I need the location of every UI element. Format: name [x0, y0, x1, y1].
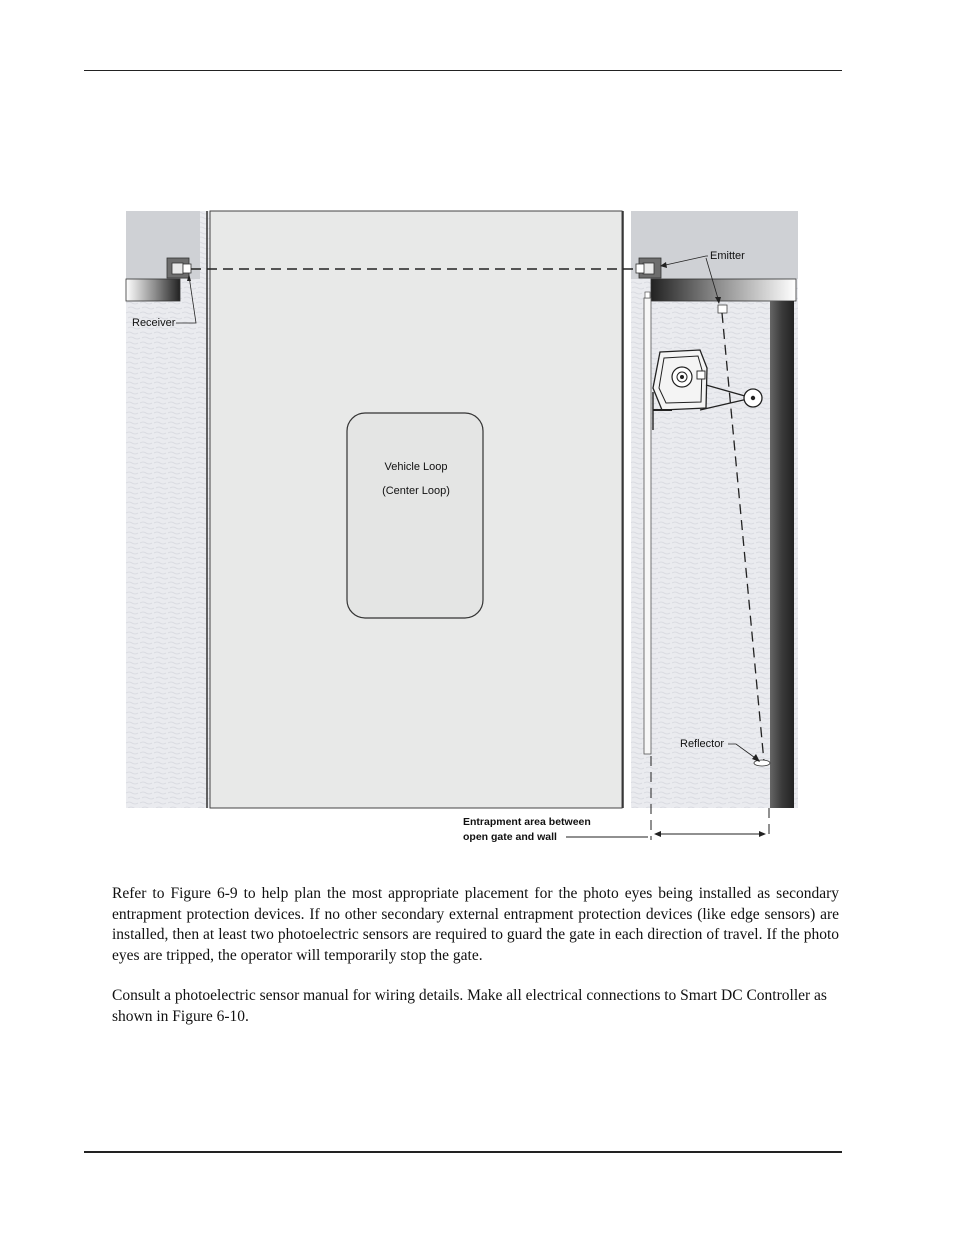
footer-rule	[84, 1151, 842, 1153]
vehicle-loop-label-1: Vehicle Loop	[384, 461, 448, 473]
receiver-sensor	[167, 258, 191, 278]
right-pillar	[651, 279, 796, 301]
reflector-label: Reflector	[680, 738, 725, 750]
left-pillar	[126, 279, 180, 301]
open-gate-panel	[644, 298, 651, 754]
emitter-sensor	[636, 258, 661, 278]
emitter-label: Emitter	[710, 250, 745, 262]
paragraph-wiring: Consult a photoelectric sensor manual for wiring details. Make all electrical connections to Smart DC Controller as shown in Figure 6-10.	[112, 987, 827, 1025]
entrapment-label-1: Entrapment area between	[463, 816, 591, 828]
receiver-label: Receiver	[132, 317, 176, 329]
entrapment-label-2: open gate and wall	[463, 831, 557, 843]
vehicle-loop-label-2: (Center Loop)	[382, 485, 450, 497]
reflector	[754, 760, 770, 766]
side-wall	[770, 301, 794, 808]
paragraph-placement: Refer to Figure 6-9 to help plan the most appropriate placement for the photo eyes being installed as secondary entrapment protection devices. If no other secondary external entrapment protection devices (like edge sensors) are installed, then at least two photoelectric sensors are required to guard the gate in each direction of travel. If the photo eyes are tripped, the operator will temporarily stop the gate.	[112, 885, 839, 964]
vehicle-loop	[347, 413, 483, 618]
